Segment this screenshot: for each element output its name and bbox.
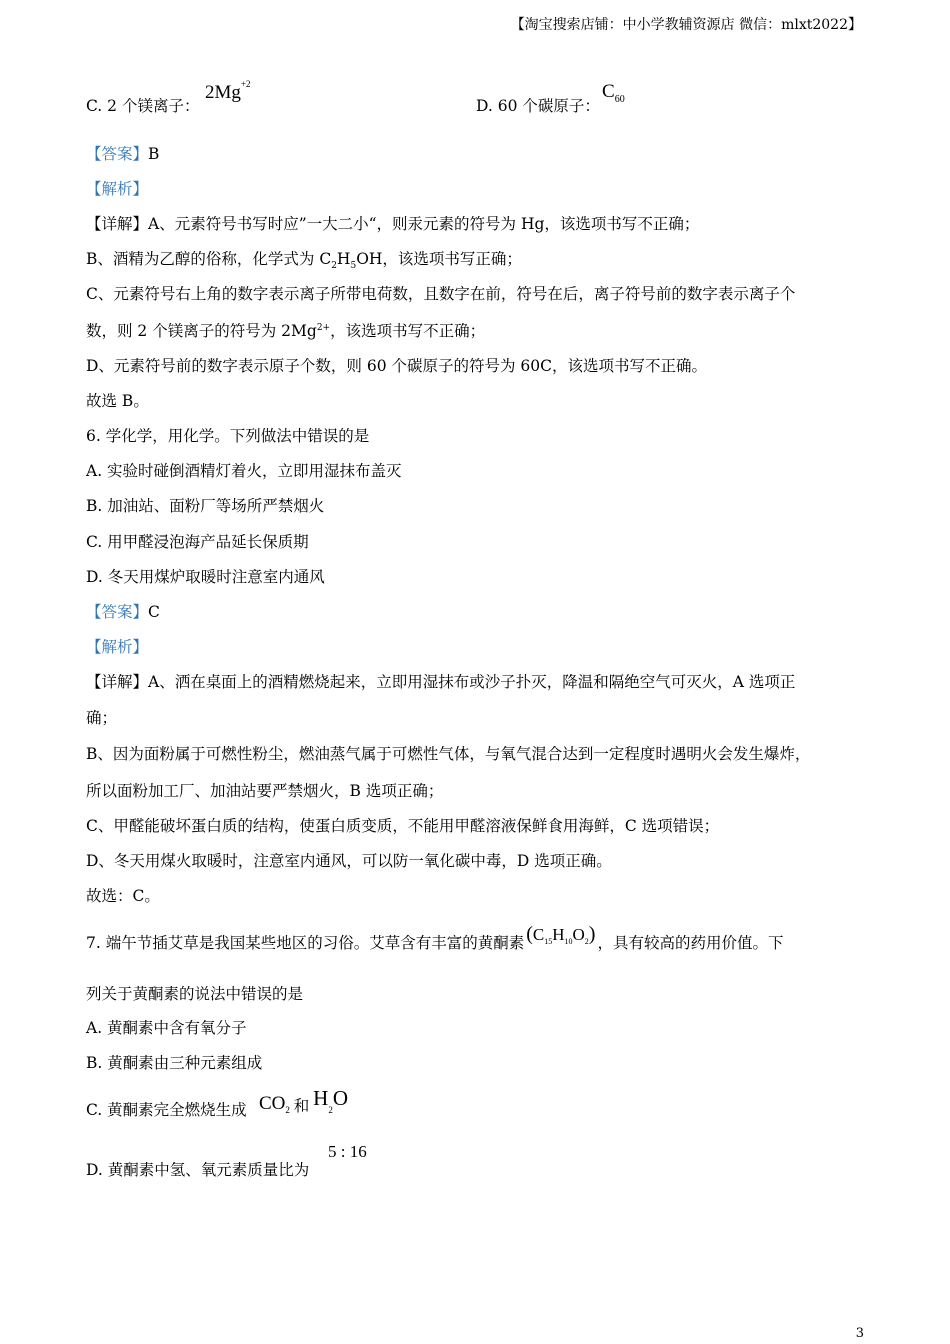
q5-option-c-text: C. 2 个镁离子： [86,97,200,115]
q5-detail-d: D、元素符号前的数字表示原子个数，则 60 个碳原子的符号为 60C，该选项书写不正确。 [86,357,708,375]
q5-option-c [86,94,199,116]
q6-option-d: D. 冬天用煤炉取暖时注意室内通风 [86,568,325,586]
q5-detail-a: 【详解】A、元素符号书写时应”一大二小“，则汞元素的符号为 Hg，该选项书写不正确； [86,215,700,233]
q5-option-d [476,94,600,116]
q5-option-c-formula: $2Mg^{+2}$ [205,78,251,103]
q7-option-b: B. 黄酮素由三种元素组成 [86,1054,263,1072]
q6-detail-a-line2: 确； [86,709,118,727]
q7-option-c: C. 黄酮素完全燃烧生成 [86,1101,247,1119]
q6-analysis-tag: 【解析】 [86,638,149,656]
q5-detail-c-line2: 数，则 2 个镁离子的符号为 $2Mg^{2+}$，该选项书写不正确； [86,322,486,340]
q6-detail-d: D、冬天用煤火取暖时，注意室内通风，可以防一氧化碳中毒，D 选项正确。 [86,852,612,870]
q7-option-d-ratio: 5 : 16 [328,1142,367,1161]
q6-option-b: B. 加油站、面粉厂等场所严禁烟火 [86,497,325,515]
q5-answer: 【答案】B [86,145,160,163]
q6-detail-a-line1: 【详解】A、洒在桌面上的酒精燃烧起来，立即用湿抹布或沙子扑灭，降温和隔绝空气可灭火，A 选项正 [86,673,796,691]
q6-detail-c: C、甲醛能破坏蛋白质的结构，使蛋白质变质，不能用甲醛溶液保鲜食用海鲜，C 选项错误； [86,817,720,835]
q5-analysis-tag: 【解析】 [86,180,149,198]
q5-detail-c-line1: C、元素符号右上角的数字表示离子所带电荷数，且数字在前，符号在后，离子符号前的数字表示离子个 [86,285,796,303]
q7-option-c-formulas: $CO_2$ 和 $H_2O$ [259,1086,349,1116]
q6-answer: 【答案】C [86,603,160,621]
q5-detail-b: B、酒精为乙醇的俗称，化学式为 $C_2H_5OH$，该选项书写正确； [86,250,522,272]
q7-option-a: A. 黄酮素中含有氧分子 [86,1019,247,1037]
q7-formula: $(C_{15}H_{10}O_2)$ [526,923,596,947]
q6-option-a: A. 实验时碰倒酒精灯着火，立即用湿抹布盖灭 [86,462,402,480]
q5-conclusion: 故选 B。 [86,392,149,410]
q6-detail-b-line1: B、因为面粉属于可燃性粉尘，燃油蒸气属于可燃性气体，与氧气混合达到一定程度时遇明火会发生爆炸， [86,745,811,763]
q6-option-c: C. 用甲醛浸泡海产品延长保质期 [86,533,309,551]
q7-stem-line1: 7. 端午节插艾草是我国某些地区的习俗。艾草含有丰富的黄酮素 $(C_{15}H_{10}O_2)$ ，具有较高的药用价值。下 [86,923,784,952]
q5-option-d-text: D. 60 个碳原子： [476,97,600,115]
q5-option-d-formula: $C_{60}$ [602,81,625,105]
q6-conclusion: 故选：C。 [86,887,160,905]
page-header: 【淘宝搜索店铺：中小学教辅资源店 微信：mlxt2022】 [510,17,862,33]
q7-option-d: D. 黄酮素中氢、氧元素质量比为 [86,1161,310,1179]
page-number: 3 [855,1326,864,1341]
q6-detail-b-line2: 所以面粉加工厂、加油站要严禁烟火，B 选项正确； [86,782,444,800]
q6-stem: 6. 学化学，用化学。下列做法中错误的是 [86,427,370,445]
q7-stem-line2: 列关于黄酮素的说法中错误的是 [86,985,304,1003]
